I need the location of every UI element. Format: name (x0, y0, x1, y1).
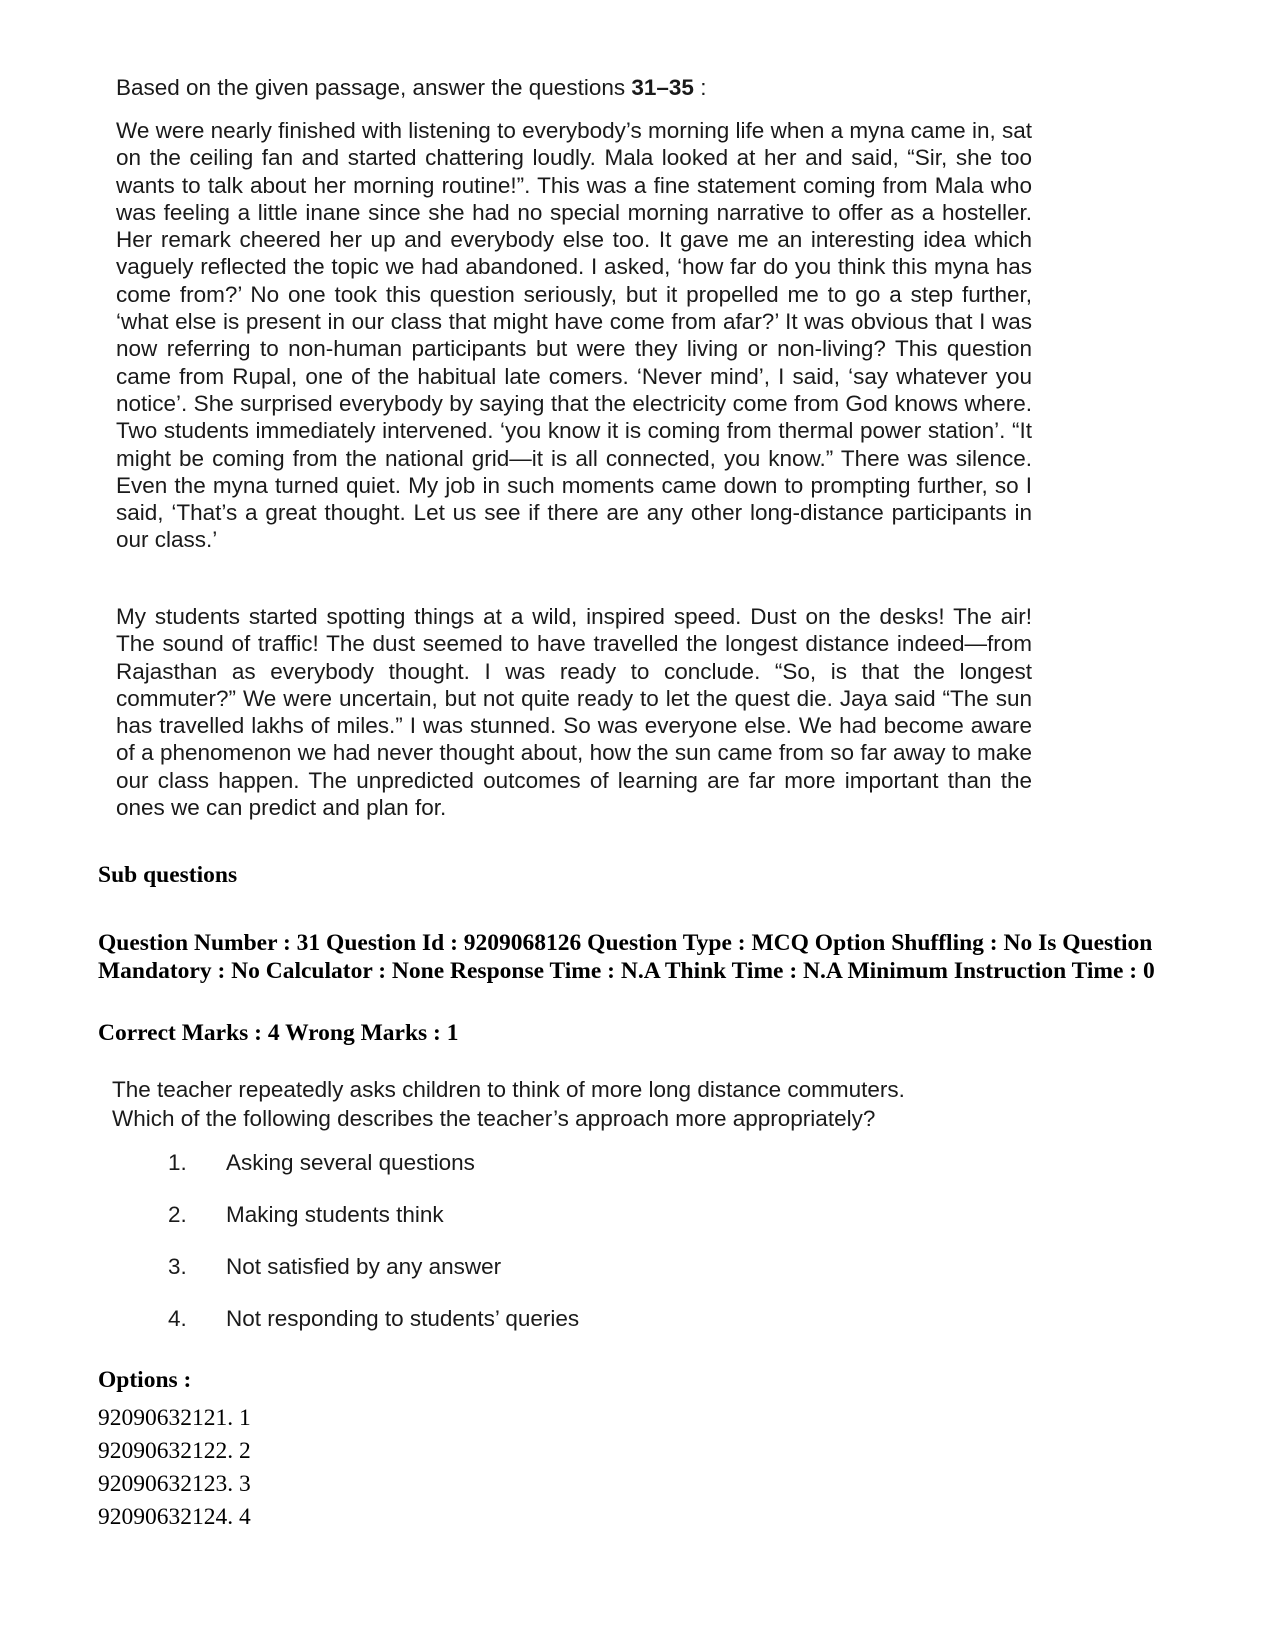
option-item: 92090632123. 3 (98, 1471, 251, 1497)
options-heading: Options : (98, 1367, 192, 1393)
passage-intro-prefix: Based on the given passage, answer the questions (116, 75, 632, 100)
choice-number: 3. (168, 1254, 187, 1279)
answer-choice (168, 1306, 579, 1358)
option-item: 92090632121. 1 (98, 1405, 251, 1431)
answer-choices (168, 1150, 579, 1358)
marks-line: Correct Marks : 4 Wrong Marks : 1 (98, 1020, 459, 1046)
passage-paragraph-1: We were nearly finished with listening to everybody’s morning life when a myna came in, sat on the ceiling fan and started chattering loudly. Mala looked at her and said, “Sir, she too wants to talk about her morning routine!”. This was a fine statement coming from Mala who was feeling a little inane since she had no special morning narrative to offer as a hosteller. Her remark cheered her up and everybody else too. It gave me an interesting idea which vaguely reflected the topic we had abandoned. I asked, ‘how far do you think this myna has come from?’ No one took this question seriously, but it propelled me to go a step further, ‘what else is present in our class that might have come from afar?’ It was obvious that I was now referring to non-human participants but were they living or non-living? This question came from Rupal, one of the habitual late comers. ‘Never mind’, I said, ‘say whatever you notice’. She surprised everybody by saying that the electricity come from God knows where. Two students immediately intervened. ‘you know it is coming from thermal power station’. “It might be coming from the national grid—it is all connected, you know.” There was silence. Even the myna turned quiet. My job in such moments came down to prompting further, so I said, ‘That’s a great thought. Let us see if there are any other long-distance participants in our class.’ (116, 118, 1032, 553)
choice-text: Making students think (226, 1202, 444, 1227)
answer-choice (168, 1254, 579, 1306)
answer-choice (168, 1150, 579, 1202)
passage-intro-suffix: : (693, 75, 707, 100)
option-item: 92090632122. 2 (98, 1438, 251, 1464)
choice-number: 1. (168, 1150, 187, 1175)
choice-number: 4. (168, 1306, 187, 1331)
option-list (98, 1402, 251, 1534)
question-meta: Question Number : 31 Question Id : 9209068126 Question Type : MCQ Option Shuffling : No Is Question Mandatory : No Calculator : None Response Time : N.A Think Time : N.A Minimum Instruction Time : 0 (98, 930, 1155, 984)
choice-text: Not responding to students’ queries (226, 1306, 580, 1331)
choice-text: Not satisfied by any answer (226, 1254, 502, 1279)
choice-number: 2. (168, 1202, 187, 1227)
question-text-line-2: Which of the following describes the teacher’s approach more appropriately? (112, 1106, 876, 1131)
choice-text: Asking several questions (226, 1150, 475, 1175)
question-text-line-1: The teacher repeatedly asks children to think of more long distance commuters. (112, 1077, 905, 1102)
sub-questions-heading: Sub questions (98, 862, 238, 888)
question-text (112, 1075, 1012, 1133)
answer-choice (168, 1202, 579, 1254)
passage-paragraph-2: My students started spotting things at a wild, inspired speed. Dust on the desks! The air! The sound of traffic! The dust seemed to have travelled the longest distance indeed—from Rajasthan as everybody thought. I was ready to conclude. “So, is that the longest commuter?” We were uncertain, but not quite ready to let the quest die. Jaya said “The sun has travelled lakhs of miles.” I was stunned. So was everyone else. We had become aware of a phenomenon we had never thought about, how the sun came from so far away to make our class happen. The unpredicted outcomes of learning are far more important than the ones we can predict and plan for. (116, 604, 1032, 821)
passage-intro (116, 74, 1016, 102)
passage-question-range: 31–35 (631, 75, 694, 100)
option-item: 92090632124. 4 (98, 1504, 251, 1530)
